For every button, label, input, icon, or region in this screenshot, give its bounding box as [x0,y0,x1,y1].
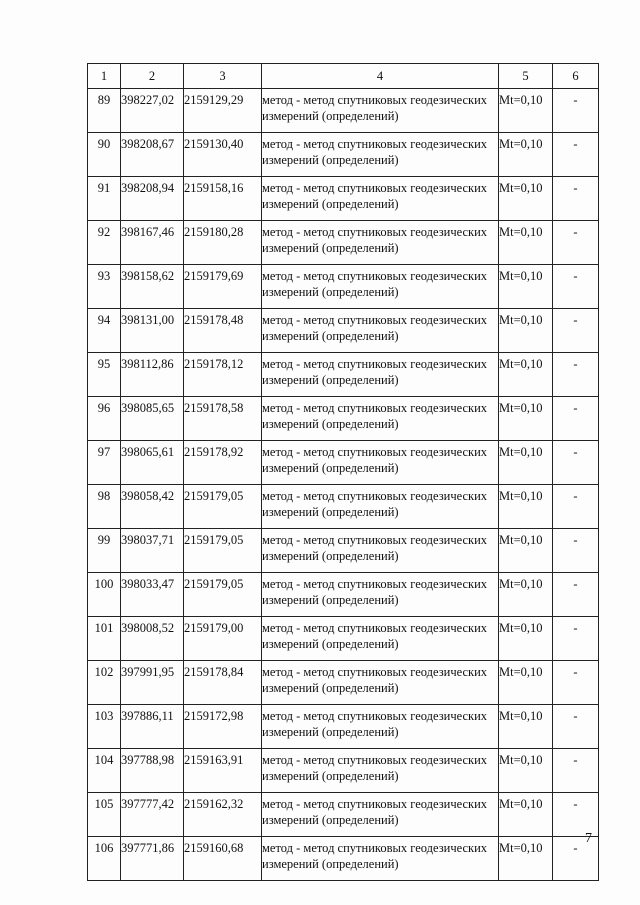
table-row [88,397,599,441]
table-row [88,309,599,353]
table-row [88,661,599,705]
table-body [88,89,599,881]
coordinates-table [87,63,599,881]
method-line-2: измерений (определений) [262,153,399,167]
method-line-2: измерений (определений) [262,461,399,475]
x-coordinate-cell: 398208,94 [121,177,184,221]
method-line-2: измерений (определений) [262,197,399,211]
table-row [88,705,599,749]
method-cell [262,441,499,485]
accuracy-cell: Mt=0,10 [499,133,553,177]
accuracy-cell: Mt=0,10 [499,397,553,441]
x-coordinate-cell: 398158,62 [121,265,184,309]
x-coordinate-cell: 398058,42 [121,485,184,529]
accuracy-cell: Mt=0,10 [499,485,553,529]
point-number-cell: 100 [88,573,121,617]
header-col-2: 2 [121,64,184,89]
point-number-cell: 94 [88,309,121,353]
accuracy-cell: Mt=0,10 [499,89,553,133]
y-coordinate-cell: 2159178,92 [184,441,262,485]
table-row [88,617,599,661]
method-line-1: метод - метод спутниковых геодезических [262,709,488,723]
table-row [88,441,599,485]
column-6-cell: - [553,749,599,793]
method-cell [262,617,499,661]
y-coordinate-cell: 2159179,00 [184,617,262,661]
table-row [88,133,599,177]
table-row [88,221,599,265]
accuracy-cell: Mt=0,10 [499,177,553,221]
accuracy-cell: Mt=0,10 [499,793,553,837]
table-row [88,749,599,793]
method-line-1: метод - метод спутниковых геодезических [262,137,488,151]
column-6-cell: - [553,353,599,397]
table-row [88,265,599,309]
x-coordinate-cell: 398112,86 [121,353,184,397]
accuracy-cell: Mt=0,10 [499,309,553,353]
point-number-cell: 98 [88,485,121,529]
point-number-cell: 90 [88,133,121,177]
y-coordinate-cell: 2159180,28 [184,221,262,265]
y-coordinate-cell: 2159163,91 [184,749,262,793]
page-number: 7 [585,831,592,846]
point-number-cell: 89 [88,89,121,133]
point-number-cell: 91 [88,177,121,221]
accuracy-cell: Mt=0,10 [499,749,553,793]
method-line-1: метод - метод спутниковых геодезических [262,489,488,503]
table-row [88,529,599,573]
method-line-1: метод - метод спутниковых геодезических [262,753,488,767]
x-coordinate-cell: 398208,67 [121,133,184,177]
column-6-cell: - [553,529,599,573]
table-row [88,177,599,221]
method-line-1: метод - метод спутниковых геодезических [262,93,488,107]
accuracy-cell: Mt=0,10 [499,617,553,661]
accuracy-cell: Mt=0,10 [499,529,553,573]
point-number-cell: 102 [88,661,121,705]
accuracy-cell: Mt=0,10 [499,221,553,265]
header-col-4: 4 [262,64,499,89]
method-cell [262,573,499,617]
method-line-2: измерений (определений) [262,769,399,783]
y-coordinate-cell: 2159179,05 [184,573,262,617]
method-line-2: измерений (определений) [262,549,399,563]
accuracy-cell: Mt=0,10 [499,573,553,617]
column-6-cell: - [553,705,599,749]
header-col-1: 1 [88,64,121,89]
method-line-2: измерений (определений) [262,813,399,827]
method-line-2: измерений (определений) [262,329,399,343]
method-line-1: метод - метод спутниковых геодезических [262,621,488,635]
x-coordinate-cell: 398065,61 [121,441,184,485]
method-line-2: измерений (определений) [262,285,399,299]
column-6-cell: - [553,89,599,133]
method-line-2: измерений (определений) [262,505,399,519]
table-row [88,89,599,133]
point-number-cell: 105 [88,793,121,837]
x-coordinate-cell: 397788,98 [121,749,184,793]
y-coordinate-cell: 2159178,58 [184,397,262,441]
method-cell [262,89,499,133]
method-cell [262,309,499,353]
column-6-cell: - [553,441,599,485]
x-coordinate-cell: 398008,52 [121,617,184,661]
x-coordinate-cell: 398131,00 [121,309,184,353]
method-line-2: измерений (определений) [262,241,399,255]
y-coordinate-cell: 2159172,98 [184,705,262,749]
table-row [88,573,599,617]
accuracy-cell: Mt=0,10 [499,837,553,881]
method-cell [262,265,499,309]
y-coordinate-cell: 2159160,68 [184,837,262,881]
table-row [88,793,599,837]
method-cell [262,793,499,837]
method-line-1: метод - метод спутниковых геодезических [262,577,488,591]
point-number-cell: 101 [88,617,121,661]
method-line-1: метод - метод спутниковых геодезических [262,797,488,811]
method-line-1: метод - метод спутниковых геодезических [262,313,488,327]
method-line-2: измерений (определений) [262,417,399,431]
method-cell [262,177,499,221]
method-cell [262,837,499,881]
point-number-cell: 104 [88,749,121,793]
column-6-cell: - [553,397,599,441]
table-row [88,485,599,529]
accuracy-cell: Mt=0,10 [499,661,553,705]
table-row [88,837,599,881]
y-coordinate-cell: 2159179,05 [184,485,262,529]
point-number-cell: 97 [88,441,121,485]
column-6-cell: - [553,793,599,837]
method-cell [262,661,499,705]
point-number-cell: 103 [88,705,121,749]
method-line-1: метод - метод спутниковых геодезических [262,357,488,371]
point-number-cell: 92 [88,221,121,265]
method-cell [262,485,499,529]
accuracy-cell: Mt=0,10 [499,265,553,309]
column-6-cell: - [553,617,599,661]
point-number-cell: 95 [88,353,121,397]
method-line-2: измерений (определений) [262,637,399,651]
x-coordinate-cell: 397991,95 [121,661,184,705]
x-coordinate-cell: 397771,86 [121,837,184,881]
x-coordinate-cell: 398037,71 [121,529,184,573]
method-cell [262,133,499,177]
method-cell [262,397,499,441]
column-6-cell: - [553,265,599,309]
y-coordinate-cell: 2159179,05 [184,529,262,573]
column-6-cell: - [553,177,599,221]
method-cell [262,705,499,749]
method-line-1: метод - метод спутниковых геодезических [262,269,488,283]
y-coordinate-cell: 2159178,84 [184,661,262,705]
method-cell [262,749,499,793]
y-coordinate-cell: 2159130,40 [184,133,262,177]
header-col-5: 5 [499,64,553,89]
x-coordinate-cell: 398167,46 [121,221,184,265]
column-6-cell: - [553,221,599,265]
method-line-2: измерений (определений) [262,109,399,123]
method-line-1: метод - метод спутниковых геодезических [262,841,488,855]
method-cell [262,353,499,397]
point-number-cell: 93 [88,265,121,309]
column-6-cell: - [553,573,599,617]
y-coordinate-cell: 2159178,48 [184,309,262,353]
method-cell [262,221,499,265]
column-6-cell: - [553,837,599,881]
x-coordinate-cell: 397886,11 [121,705,184,749]
y-coordinate-cell: 2159129,29 [184,89,262,133]
method-line-1: метод - метод спутниковых геодезических [262,445,488,459]
column-6-cell: - [553,485,599,529]
x-coordinate-cell: 398227,02 [121,89,184,133]
header-col-3: 3 [184,64,262,89]
table-header-row [88,64,599,89]
method-line-2: измерений (определений) [262,681,399,695]
table-row [88,353,599,397]
method-line-1: метод - метод спутниковых геодезических [262,401,488,415]
accuracy-cell: Mt=0,10 [499,705,553,749]
method-line-2: измерений (определений) [262,725,399,739]
x-coordinate-cell: 397777,42 [121,793,184,837]
method-line-1: метод - метод спутниковых геодезических [262,533,488,547]
column-6-cell: - [553,309,599,353]
method-line-2: измерений (определений) [262,373,399,387]
point-number-cell: 106 [88,837,121,881]
y-coordinate-cell: 2159178,12 [184,353,262,397]
x-coordinate-cell: 398085,65 [121,397,184,441]
column-6-cell: - [553,133,599,177]
accuracy-cell: Mt=0,10 [499,353,553,397]
method-cell [262,529,499,573]
y-coordinate-cell: 2159158,16 [184,177,262,221]
y-coordinate-cell: 2159179,69 [184,265,262,309]
method-line-1: метод - метод спутниковых геодезических [262,225,488,239]
y-coordinate-cell: 2159162,32 [184,793,262,837]
header-col-6: 6 [553,64,599,89]
point-number-cell: 99 [88,529,121,573]
method-line-1: метод - метод спутниковых геодезических [262,181,488,195]
method-line-2: измерений (определений) [262,857,399,871]
point-number-cell: 96 [88,397,121,441]
method-line-1: метод - метод спутниковых геодезических [262,665,488,679]
x-coordinate-cell: 398033,47 [121,573,184,617]
accuracy-cell: Mt=0,10 [499,441,553,485]
method-line-2: измерений (определений) [262,593,399,607]
column-6-cell: - [553,661,599,705]
